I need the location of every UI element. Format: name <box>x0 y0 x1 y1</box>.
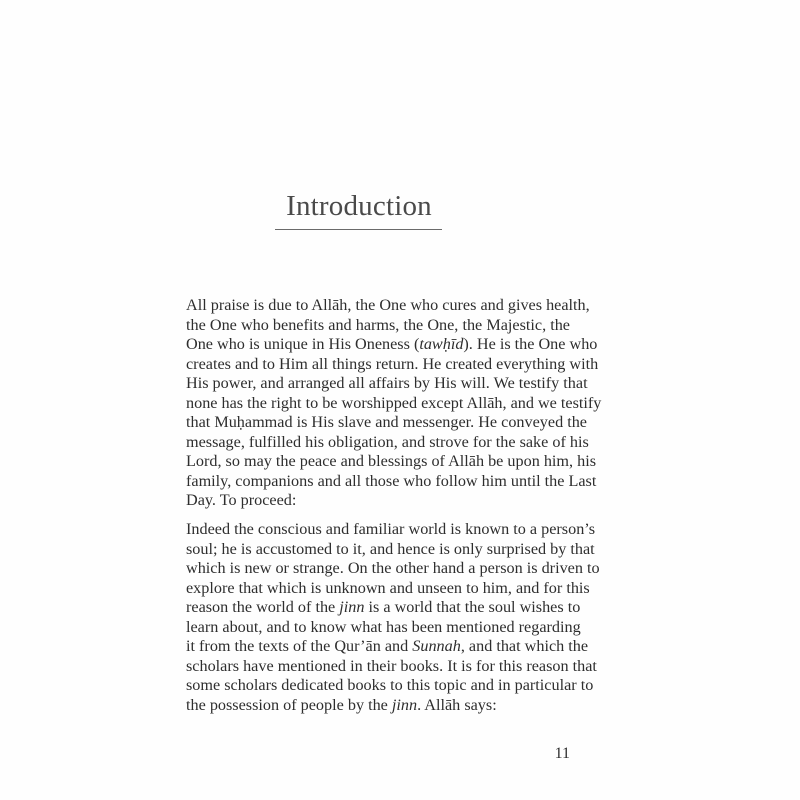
title-underline <box>275 229 442 230</box>
paragraph-2 <box>186 520 600 715</box>
page-number: 11 <box>554 745 570 762</box>
text-line: which is new or strange. On the other hand a person is driven to <box>186 559 600 577</box>
text-line: His power, and arranged all affairs by His will. We testify that <box>186 374 588 392</box>
text-line: Lord, so may the peace and blessings of Allāh be upon him, his <box>186 452 597 470</box>
text-line: creates and to Him all things return. He created everything with <box>186 354 599 373</box>
paragraph-1 <box>186 296 602 511</box>
italic-term: tawḥīd <box>419 335 464 353</box>
text-line: explore that which is unknown and unseen to him, and for this <box>186 578 590 597</box>
italic-term: jinn <box>391 695 418 714</box>
text-line: One who is unique in His Oneness (tawḥīd). He is the One who <box>186 335 598 353</box>
text-line: none has the right to be worshipped except Allāh, and we testify <box>186 393 602 412</box>
text-line: scholars have mentioned in their books. It is for this reason that <box>186 656 597 675</box>
chapter-title: Introduction <box>286 190 432 222</box>
text-line: some scholars dedicated books to this topic and in particular to <box>186 676 594 694</box>
text-line: All praise is due to Allāh, the One who cures and gives health, <box>186 296 590 314</box>
text-line: soul; he is accustomed to it, and hence is only surprised by that <box>186 539 595 558</box>
text-line: that Muḥammad is His slave and messenger. He conveyed the <box>186 413 587 431</box>
text-line: reason the world of the jinn is a world that the soul wishes to <box>186 598 581 616</box>
text-line: it from the texts of the Qur’ān and Sunnah, and that which the <box>186 637 589 655</box>
italic-term: jinn <box>339 598 365 616</box>
italic-term: Sunnah <box>412 637 461 655</box>
text-line: Indeed the conscious and familiar world is known to a person’s <box>186 520 596 538</box>
text-line: the possession of people by the jinn. Allāh says: <box>186 695 497 714</box>
text-line: the One who benefits and harms, the One, the Majestic, the <box>186 315 570 334</box>
text-line: message, fulfilled his obligation, and strove for the sake of his <box>186 432 589 451</box>
text-line: learn about, and to know what has been mentioned regarding <box>186 617 581 636</box>
text-line: family, companions and all those who follow him until the Last <box>186 471 597 490</box>
text-line: Day. To proceed: <box>186 491 297 509</box>
